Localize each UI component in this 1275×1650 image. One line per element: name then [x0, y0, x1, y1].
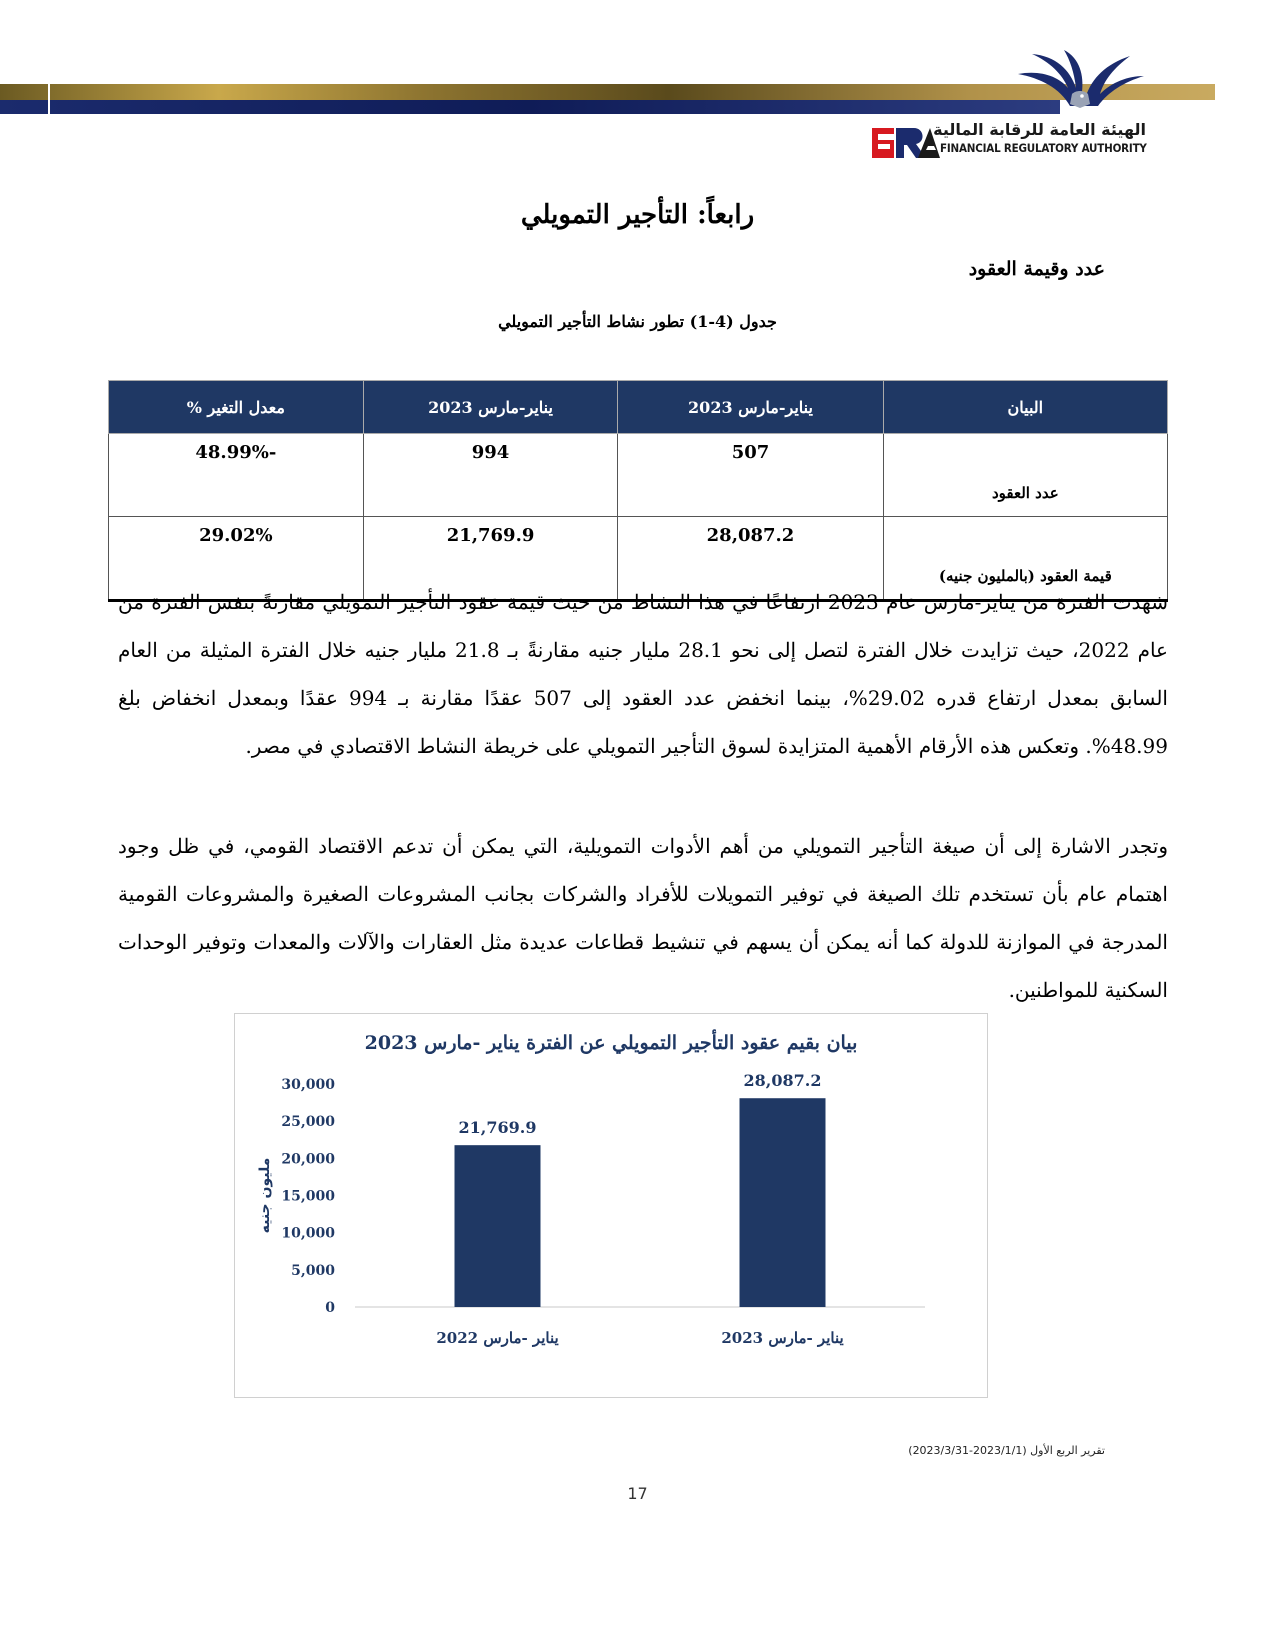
header-divider	[48, 84, 50, 116]
y-tick-label: 20,000	[281, 1151, 335, 1168]
bar	[740, 1098, 826, 1307]
y-tick-label: 10,000	[281, 1225, 335, 1242]
fra-mark-icon	[870, 122, 940, 162]
table-header-row	[109, 381, 1168, 434]
y-tick-label: 0	[325, 1300, 335, 1316]
y-tick-label: 25,000	[281, 1114, 335, 1131]
table-row	[109, 434, 1168, 517]
bar	[455, 1145, 541, 1307]
bar-chart	[235, 1014, 987, 1397]
x-tick-label: يناير -مارس 2022	[436, 1329, 559, 1347]
x-tick-label: يناير -مارس 2023	[721, 1329, 844, 1347]
footer-note: تقرير الربع الأول (2023/1/1-2023/3/31)	[908, 1444, 1105, 1457]
table-cell: 507	[618, 434, 883, 517]
leasing-activity-table	[108, 380, 1168, 602]
table-cell: 994	[363, 434, 618, 517]
table-header-cell: البيان	[883, 381, 1167, 434]
fra-logo	[860, 48, 1220, 164]
data-label: 21,769.9	[458, 1118, 537, 1138]
y-axis-label: مليون جنيه	[257, 1157, 273, 1234]
eagle-icon	[1010, 48, 1150, 118]
table-cell: 29.02%	[109, 517, 364, 601]
section-title: رابعاً: التأجير التمويلي	[520, 200, 755, 230]
y-tick-label: 5,000	[291, 1262, 335, 1279]
data-label: 28,087.2	[743, 1071, 822, 1091]
org-name-arabic: الهيئة العامة للرقابة المالية	[933, 120, 1146, 139]
y-tick-label: 15,000	[281, 1188, 335, 1205]
chart-container	[234, 1013, 988, 1398]
row-label: عدد العقود	[883, 434, 1167, 517]
y-tick-label: 30,000	[281, 1077, 335, 1093]
table-header-cell: يناير-مارس 2023	[618, 381, 883, 434]
section-subheading: عدد وقيمة العقود	[968, 258, 1105, 280]
row-label: قيمة العقود (بالمليون جنيه)	[883, 517, 1167, 601]
table-caption: جدول (4-1) تطور نشاط التأجير التمويلي	[498, 312, 777, 331]
org-name-english: FINANCIAL REGULATORY AUTHORITY	[940, 141, 1147, 155]
table-header-cell: معدل التغير %	[109, 381, 364, 434]
table-cell: 21,769.9	[363, 517, 618, 601]
page-number: 17	[627, 1484, 648, 1503]
table-header-cell: يناير-مارس 2023	[363, 381, 618, 434]
body-paragraph: شهدت الفترة من يناير-مارس عام 2023 ارتفاعًا في هذا النشاط من حيث قيمة عقود التأجير التمويلي مقارنةً بنفس الفترة من عام 2022، حيث تزايدت خلال الفترة لتصل إلى نحو 28.1 مليار جنيه مقارنةً بـ 21.8 مليار جنيه خلال الفترة المثيلة من العام السابق بمعدل ارتفاع قدره 29.02%، بينما انخفض عدد العقود إلى 507 عقدًا مقارنة بـ 994 عقدًا وبمعدل انخفاض بلغ 48.99%. وتعكس هذه الأرقام الأهمية المتزايدة لسوق التأجير التمويلي على خريطة النشاط الاقتصادي في مصر.	[118, 590, 1169, 758]
chart-title: بيان بقيم عقود التأجير التمويلي عن الفترة يناير -مارس 2023	[364, 1032, 858, 1054]
body-paragraph: وتجدر الاشارة إلى أن صيغة التأجير التمويلي من أهم الأدوات التمويلية، التي يمكن أن تدعم الاقتصاد القومي، في ظل وجود اهتمام عام بأن تستخدم تلك الصيغة في توفير التمويلات للأفراد والشركات بجانب المشروعات الصغيرة والمشروعات القومية المدرجة في الموازنة للدولة كما أنه يمكن أن يسهم في تنشيط قطاعات عديدة مثل العقارات والآلات والمعدات وتوفير الوحدات السكنية للمواطنين.	[118, 834, 1168, 1002]
table-cell: 28,087.2	[618, 517, 883, 601]
table-cell: -48.99%	[109, 434, 364, 517]
